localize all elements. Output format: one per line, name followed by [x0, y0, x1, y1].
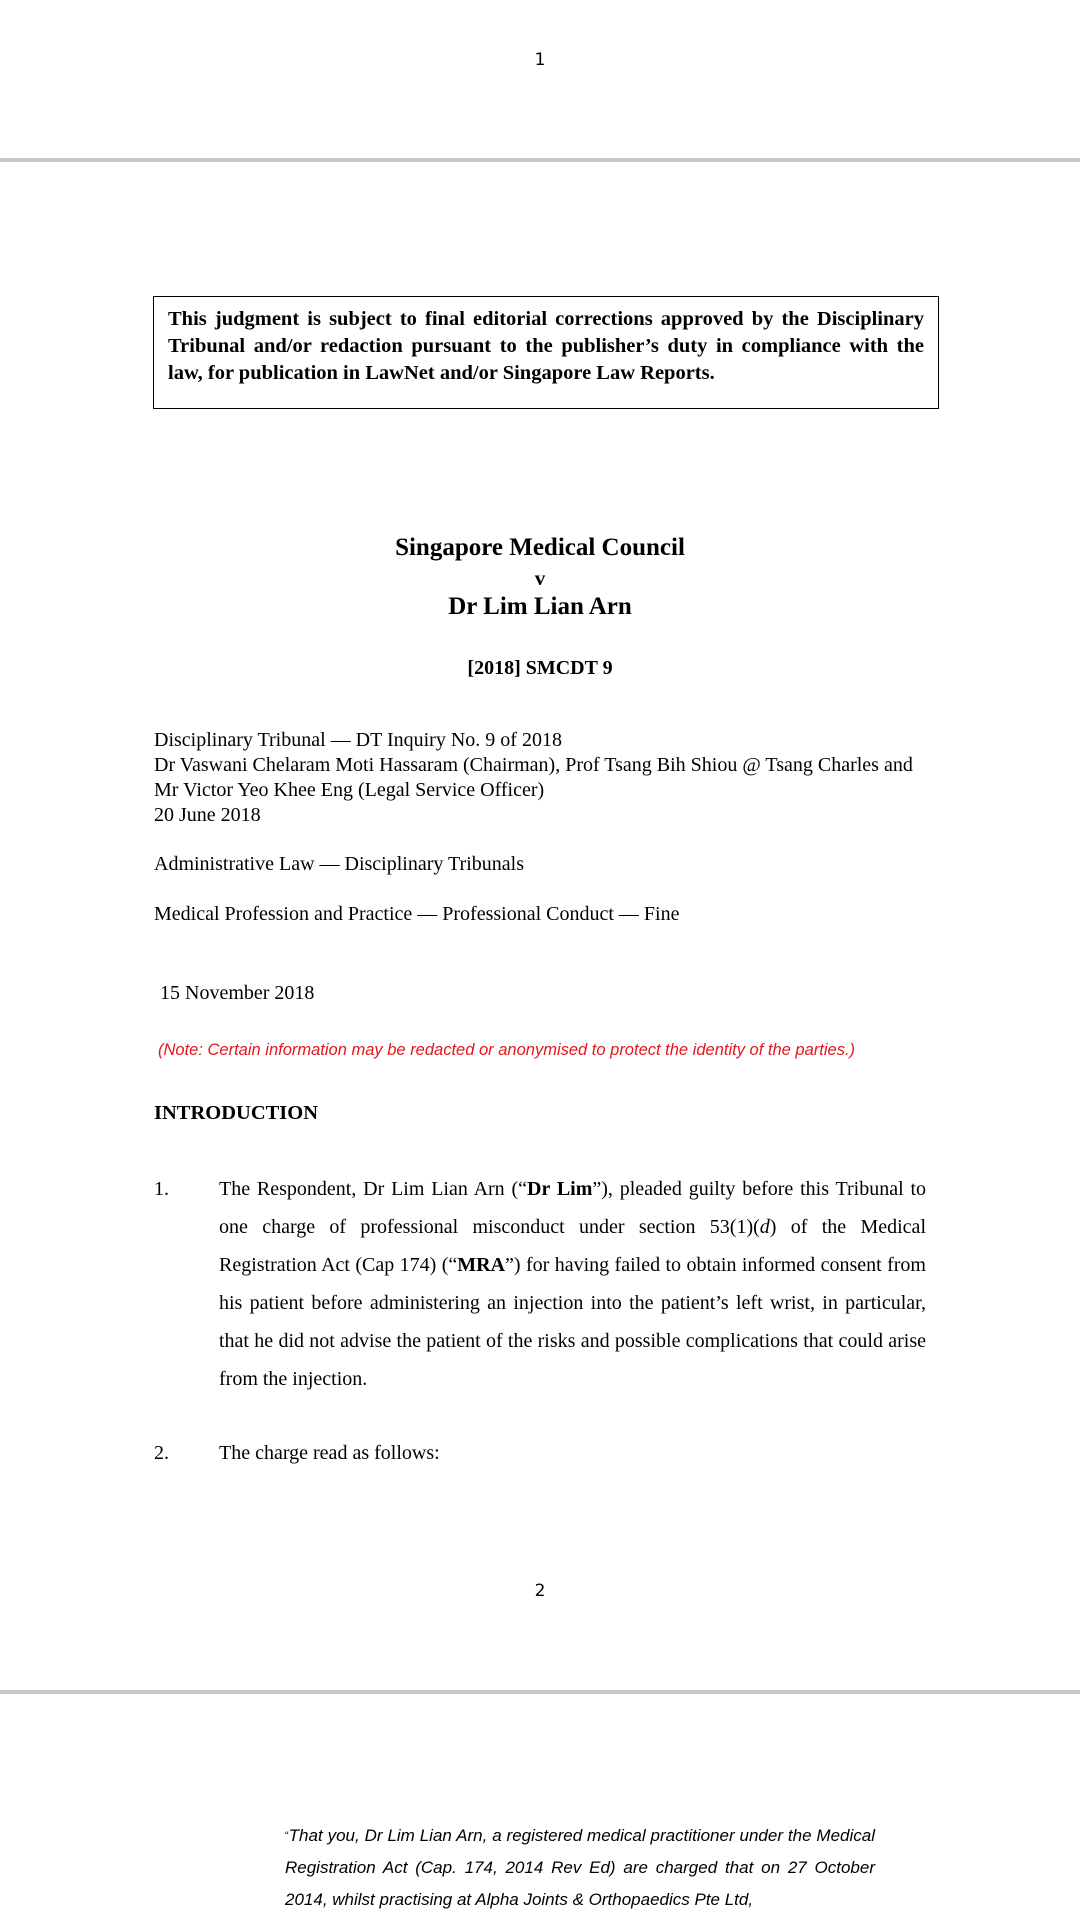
case-citation: [2018] SMCDT 9: [467, 657, 613, 679]
charge-quote: “That you, Dr Lim Lian Arn, a registered medical practitioner under the Medical Registration Act (Cap. 174, 2014 Rev Ed) are charged that on 27 October 2014, whilst practising at Alpha Joints & Orthopaedics Pte Ltd,: [285, 1826, 875, 1909]
page-number: 2: [534, 1581, 546, 1601]
versus-label: v: [534, 566, 546, 590]
hearing-date: 20 June 2018: [154, 804, 261, 826]
paragraph-number: 1.: [154, 1178, 169, 1200]
paragraph-2: The charge read as follows:: [219, 1442, 440, 1464]
page-separator: [0, 1690, 1080, 1694]
defined-term: MRA: [457, 1254, 506, 1276]
editorial-notice-box: This judgment is subject to final editorial corrections approved by the Disciplinary Tribunal and/or redaction pursuant to the publisher’s duty in compliance with the law, for publication in LawNet and/or Singapore Law Reports.: [153, 296, 939, 409]
catchword-medical: Medical Profession and Practice — Professional Conduct — Fine: [154, 903, 680, 925]
paragraph-1: The Respondent, Dr Lim Lian Arn (“Dr Lim”), pleaded guilty before this Tribunal to one charge of professional misconduct under section 53(1)(d) of the Medical Registration Act (Cap 174) (“MRA”) for having failed to obtain informed consent from his patient before administering an injection into the patient’s left wrist, in particular, that he did not advise the patient of the risks and possible complications that could arise from the injection.: [219, 1178, 927, 1390]
defined-term: Dr Lim: [527, 1178, 593, 1200]
party-two: Dr Lim Lian Arn: [448, 593, 632, 620]
party-one: Singapore Medical Council: [395, 534, 685, 561]
case-details: [154, 728, 914, 828]
page-separator: [0, 158, 1080, 162]
page-number: 1: [534, 50, 546, 70]
tribunal-members: Dr Vaswani Chelaram Moti Hassaram (Chairman), Prof Tsang Bih Shiou @ Tsang Charles and Mr Victor Yeo Khee Eng (Legal Service Officer): [154, 754, 913, 801]
redaction-note: (Note: Certain information may be redacted or anonymised to protect the identity of the parties.): [158, 1041, 856, 1059]
tribunal-line: Disciplinary Tribunal — DT Inquiry No. 9 of 2018: [154, 729, 562, 751]
paragraph-number: 2.: [154, 1442, 169, 1464]
catchword-administrative: Administrative Law — Disciplinary Tribunals: [154, 853, 524, 875]
section-heading: INTRODUCTION: [154, 1102, 319, 1124]
decision-date: 15 November 2018: [160, 982, 315, 1004]
